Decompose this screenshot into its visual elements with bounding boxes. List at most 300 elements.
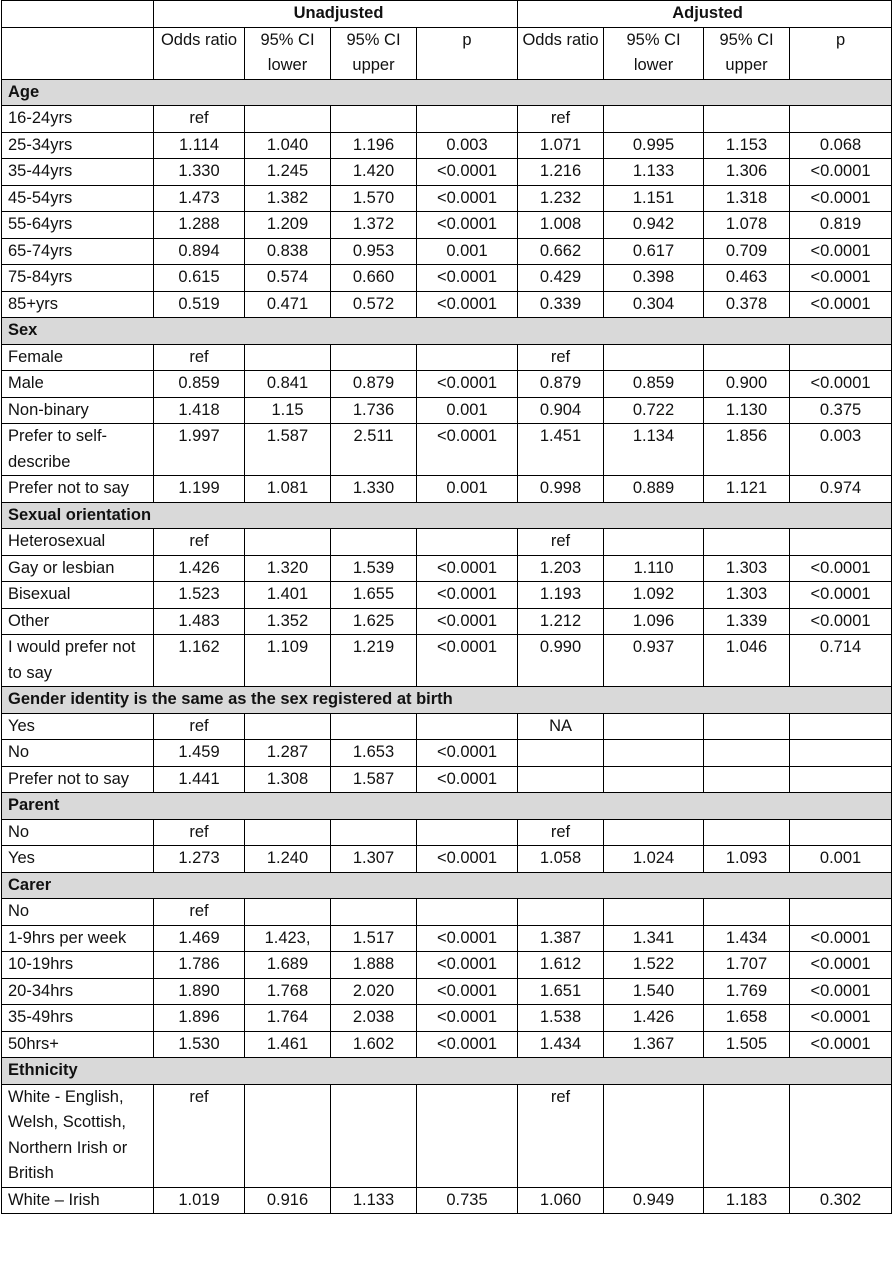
row-label: White – Irish — [2, 1187, 154, 1214]
value-cell — [604, 766, 704, 793]
value-cell: 1.245 — [245, 159, 331, 186]
section-header-row — [2, 793, 892, 820]
value-cell — [790, 529, 892, 556]
value-cell — [245, 899, 331, 926]
value-cell: <0.0001 — [417, 265, 518, 292]
value-cell: 1.587 — [331, 766, 417, 793]
value-cell — [790, 819, 892, 846]
value-cell: 0.574 — [245, 265, 331, 292]
value-cell — [704, 899, 790, 926]
value-cell — [604, 899, 704, 926]
table-row — [2, 185, 892, 212]
table-row — [2, 212, 892, 239]
value-cell — [331, 899, 417, 926]
value-cell: 1.273 — [154, 846, 245, 873]
value-cell: <0.0001 — [790, 555, 892, 582]
row-label: No — [2, 819, 154, 846]
value-cell: 1.540 — [604, 978, 704, 1005]
value-cell: <0.0001 — [417, 608, 518, 635]
value-cell: 1.339 — [704, 608, 790, 635]
value-cell: 1.240 — [245, 846, 331, 873]
column-header: 95% CI lower — [245, 27, 331, 79]
value-cell — [604, 819, 704, 846]
corner-cell — [2, 1, 154, 28]
value-cell: <0.0001 — [417, 424, 518, 476]
value-cell — [704, 740, 790, 767]
value-cell: <0.0001 — [790, 238, 892, 265]
value-cell — [245, 713, 331, 740]
section-title: Parent — [2, 793, 892, 820]
value-cell: 1.232 — [518, 185, 604, 212]
column-header: Odds ratio — [154, 27, 245, 79]
value-cell: 0.463 — [704, 265, 790, 292]
value-cell: 1.418 — [154, 397, 245, 424]
row-label: 35-44yrs — [2, 159, 154, 186]
section-title: Sex — [2, 318, 892, 345]
value-cell: 1.110 — [604, 555, 704, 582]
value-cell: 1.441 — [154, 766, 245, 793]
value-cell: 1.769 — [704, 978, 790, 1005]
value-cell: 1.093 — [704, 846, 790, 873]
value-cell: <0.0001 — [417, 291, 518, 318]
table-row — [2, 635, 892, 687]
table-row — [2, 952, 892, 979]
value-cell: 1.764 — [245, 1005, 331, 1032]
table-row — [2, 846, 892, 873]
table-row — [2, 265, 892, 292]
table-row — [2, 132, 892, 159]
table-row — [2, 1187, 892, 1214]
value-cell: 1.288 — [154, 212, 245, 239]
value-cell: <0.0001 — [790, 978, 892, 1005]
value-cell: 0.953 — [331, 238, 417, 265]
table-row — [2, 291, 892, 318]
value-cell: 0.378 — [704, 291, 790, 318]
value-cell: 0.735 — [417, 1187, 518, 1214]
value-cell: 1.530 — [154, 1031, 245, 1058]
value-cell: 0.339 — [518, 291, 604, 318]
section-title: Age — [2, 79, 892, 106]
value-cell — [331, 819, 417, 846]
value-cell: 0.838 — [245, 238, 331, 265]
value-cell: 1.653 — [331, 740, 417, 767]
value-cell: <0.0001 — [790, 371, 892, 398]
value-cell: 0.398 — [604, 265, 704, 292]
value-cell: 1.308 — [245, 766, 331, 793]
table-row — [2, 608, 892, 635]
value-cell: <0.0001 — [417, 371, 518, 398]
value-cell: 0.615 — [154, 265, 245, 292]
value-cell: <0.0001 — [417, 555, 518, 582]
row-label: Male — [2, 371, 154, 398]
value-cell — [704, 819, 790, 846]
value-cell: ref — [518, 106, 604, 133]
column-header: Odds ratio — [518, 27, 604, 79]
value-cell — [245, 106, 331, 133]
table-row — [2, 1005, 892, 1032]
value-cell — [331, 1084, 417, 1187]
value-cell: 1.523 — [154, 582, 245, 609]
table-row — [2, 529, 892, 556]
value-cell: 1.199 — [154, 476, 245, 503]
value-cell: <0.0001 — [417, 635, 518, 687]
section-title: Sexual orientation — [2, 502, 892, 529]
table-row — [2, 238, 892, 265]
value-cell — [704, 766, 790, 793]
value-cell: ref — [154, 344, 245, 371]
value-cell: 1.046 — [704, 635, 790, 687]
table-row — [2, 106, 892, 133]
column-header: p — [417, 27, 518, 79]
value-cell: 1.625 — [331, 608, 417, 635]
value-cell: 1.151 — [604, 185, 704, 212]
value-cell: <0.0001 — [417, 952, 518, 979]
value-cell: 1.330 — [154, 159, 245, 186]
row-label: 85+yrs — [2, 291, 154, 318]
value-cell: 1.786 — [154, 952, 245, 979]
column-header: 95% CI lower — [604, 27, 704, 79]
section-header-row — [2, 79, 892, 106]
value-cell: 1.517 — [331, 925, 417, 952]
row-label: No — [2, 740, 154, 767]
value-cell — [245, 529, 331, 556]
value-cell — [331, 713, 417, 740]
value-cell: 0.660 — [331, 265, 417, 292]
value-cell: <0.0001 — [790, 265, 892, 292]
row-label: 45-54yrs — [2, 185, 154, 212]
value-cell: 1.133 — [604, 159, 704, 186]
value-cell: 0.819 — [790, 212, 892, 239]
value-cell: 2.020 — [331, 978, 417, 1005]
value-cell: <0.0001 — [790, 925, 892, 952]
value-cell: 1.888 — [331, 952, 417, 979]
row-label: Non-binary — [2, 397, 154, 424]
value-cell: ref — [518, 529, 604, 556]
value-cell — [245, 344, 331, 371]
column-header: p — [790, 27, 892, 79]
value-cell: <0.0001 — [790, 952, 892, 979]
value-cell — [417, 819, 518, 846]
value-cell: <0.0001 — [417, 978, 518, 1005]
value-cell: <0.0001 — [790, 582, 892, 609]
value-cell: 1.318 — [704, 185, 790, 212]
value-cell: 1.522 — [604, 952, 704, 979]
value-cell: ref — [154, 899, 245, 926]
value-cell: 0.001 — [790, 846, 892, 873]
table-row — [2, 978, 892, 1005]
value-cell — [704, 1084, 790, 1187]
odds-ratio-table — [1, 0, 892, 1214]
value-cell — [704, 344, 790, 371]
value-cell: <0.0001 — [417, 185, 518, 212]
value-cell: 1.134 — [604, 424, 704, 476]
value-cell: 1.459 — [154, 740, 245, 767]
value-cell: 1.587 — [245, 424, 331, 476]
value-cell — [331, 529, 417, 556]
value-cell — [604, 1084, 704, 1187]
value-cell: 0.904 — [518, 397, 604, 424]
value-cell — [331, 106, 417, 133]
value-cell: 1.426 — [154, 555, 245, 582]
row-label: I would prefer not to say — [2, 635, 154, 687]
value-cell: 1.655 — [331, 582, 417, 609]
value-cell: 1.096 — [604, 608, 704, 635]
value-cell: <0.0001 — [790, 185, 892, 212]
value-cell: 0.841 — [245, 371, 331, 398]
value-cell: 2.511 — [331, 424, 417, 476]
value-cell: 1.024 — [604, 846, 704, 873]
column-header: 95% CI upper — [331, 27, 417, 79]
table-row — [2, 476, 892, 503]
value-cell: 1.133 — [331, 1187, 417, 1214]
table-row — [2, 555, 892, 582]
row-label: Female — [2, 344, 154, 371]
value-cell — [331, 344, 417, 371]
value-cell: 1.434 — [704, 925, 790, 952]
table-row — [2, 424, 892, 476]
value-cell: 1.483 — [154, 608, 245, 635]
value-cell — [518, 740, 604, 767]
value-cell: 0.304 — [604, 291, 704, 318]
row-label: No — [2, 899, 154, 926]
value-cell: 1.367 — [604, 1031, 704, 1058]
section-title: Carer — [2, 872, 892, 899]
row-label: Prefer to self-describe — [2, 424, 154, 476]
value-cell: 1.153 — [704, 132, 790, 159]
table-row — [2, 925, 892, 952]
row-label: 1-9hrs per week — [2, 925, 154, 952]
value-cell: 1.473 — [154, 185, 245, 212]
value-cell — [704, 529, 790, 556]
value-cell: 1.078 — [704, 212, 790, 239]
section-title: Ethnicity — [2, 1058, 892, 1085]
row-label: 65-74yrs — [2, 238, 154, 265]
value-cell — [790, 106, 892, 133]
value-cell: 1.058 — [518, 846, 604, 873]
value-cell: 1.114 — [154, 132, 245, 159]
table-row — [2, 766, 892, 793]
value-cell: 0.617 — [604, 238, 704, 265]
value-cell: 0.429 — [518, 265, 604, 292]
corner-cell — [2, 27, 154, 79]
value-cell: 1.707 — [704, 952, 790, 979]
value-cell: <0.0001 — [790, 1031, 892, 1058]
value-cell: ref — [154, 713, 245, 740]
group-header-row — [2, 1, 892, 28]
value-cell: 0.937 — [604, 635, 704, 687]
row-label: Yes — [2, 713, 154, 740]
value-cell: 0.375 — [790, 397, 892, 424]
value-cell: 1.320 — [245, 555, 331, 582]
value-cell: 0.995 — [604, 132, 704, 159]
value-cell: 0.974 — [790, 476, 892, 503]
value-cell: 0.001 — [417, 476, 518, 503]
value-cell: 1.570 — [331, 185, 417, 212]
value-cell: 1.203 — [518, 555, 604, 582]
value-cell — [790, 713, 892, 740]
value-cell: 1.382 — [245, 185, 331, 212]
value-cell: 1.196 — [331, 132, 417, 159]
value-cell: 0.662 — [518, 238, 604, 265]
value-cell: 1.071 — [518, 132, 604, 159]
value-cell: ref — [154, 106, 245, 133]
value-cell: ref — [518, 819, 604, 846]
value-cell: <0.0001 — [417, 212, 518, 239]
value-cell: 1.387 — [518, 925, 604, 952]
value-cell: 1.736 — [331, 397, 417, 424]
value-cell: 1.469 — [154, 925, 245, 952]
value-cell — [790, 344, 892, 371]
value-cell: 1.081 — [245, 476, 331, 503]
value-cell — [604, 713, 704, 740]
value-cell: 0.998 — [518, 476, 604, 503]
value-cell: 0.879 — [518, 371, 604, 398]
value-cell — [245, 819, 331, 846]
value-cell: 0.722 — [604, 397, 704, 424]
value-cell: 1.040 — [245, 132, 331, 159]
value-cell: 0.949 — [604, 1187, 704, 1214]
value-cell: 0.001 — [417, 238, 518, 265]
value-cell: 0.302 — [790, 1187, 892, 1214]
value-cell: 0.519 — [154, 291, 245, 318]
value-cell: <0.0001 — [790, 608, 892, 635]
table-row — [2, 344, 892, 371]
table-row — [2, 159, 892, 186]
row-label: Heterosexual — [2, 529, 154, 556]
row-label: 55-64yrs — [2, 212, 154, 239]
value-cell: 1.019 — [154, 1187, 245, 1214]
value-cell: 1.303 — [704, 582, 790, 609]
value-cell: <0.0001 — [417, 925, 518, 952]
section-header-row — [2, 1058, 892, 1085]
value-cell: 1.15 — [245, 397, 331, 424]
value-cell — [518, 899, 604, 926]
section-header-row — [2, 872, 892, 899]
value-cell: 2.038 — [331, 1005, 417, 1032]
value-cell: 1.121 — [704, 476, 790, 503]
value-cell — [417, 529, 518, 556]
value-cell: ref — [518, 344, 604, 371]
row-label: 50hrs+ — [2, 1031, 154, 1058]
value-cell: 0.709 — [704, 238, 790, 265]
value-cell — [417, 1084, 518, 1187]
value-cell: 1.434 — [518, 1031, 604, 1058]
value-cell: ref — [154, 819, 245, 846]
value-cell: 1.352 — [245, 608, 331, 635]
table-body — [2, 1, 892, 1214]
value-cell: 1.193 — [518, 582, 604, 609]
value-cell: <0.0001 — [790, 291, 892, 318]
value-cell — [604, 740, 704, 767]
value-cell: 1.651 — [518, 978, 604, 1005]
value-cell: 1.183 — [704, 1187, 790, 1214]
value-cell: 0.916 — [245, 1187, 331, 1214]
group-header-adjusted: Adjusted — [518, 1, 892, 28]
value-cell — [604, 529, 704, 556]
row-label: 16-24yrs — [2, 106, 154, 133]
value-cell: 1.209 — [245, 212, 331, 239]
value-cell: 0.894 — [154, 238, 245, 265]
value-cell: 0.942 — [604, 212, 704, 239]
value-cell: <0.0001 — [417, 1005, 518, 1032]
value-cell: <0.0001 — [790, 1005, 892, 1032]
row-label: Bisexual — [2, 582, 154, 609]
value-cell — [604, 344, 704, 371]
value-cell: 1.130 — [704, 397, 790, 424]
value-cell: 1.538 — [518, 1005, 604, 1032]
value-cell: ref — [154, 529, 245, 556]
value-cell: 1.008 — [518, 212, 604, 239]
group-header-unadjusted: Unadjusted — [154, 1, 518, 28]
value-cell: <0.0001 — [417, 766, 518, 793]
value-cell: <0.0001 — [790, 159, 892, 186]
value-cell: ref — [154, 1084, 245, 1187]
value-cell: 0.990 — [518, 635, 604, 687]
value-cell: 0.714 — [790, 635, 892, 687]
value-cell — [604, 106, 704, 133]
value-cell: 1.612 — [518, 952, 604, 979]
value-cell: 1.401 — [245, 582, 331, 609]
value-cell — [417, 713, 518, 740]
value-cell: 1.219 — [331, 635, 417, 687]
column-header-row — [2, 27, 892, 79]
value-cell: <0.0001 — [417, 582, 518, 609]
value-cell: 1.212 — [518, 608, 604, 635]
value-cell: 1.997 — [154, 424, 245, 476]
value-cell: 1.896 — [154, 1005, 245, 1032]
value-cell: 1.330 — [331, 476, 417, 503]
value-cell — [790, 740, 892, 767]
value-cell: 1.216 — [518, 159, 604, 186]
value-cell — [518, 766, 604, 793]
column-header: 95% CI upper — [704, 27, 790, 79]
value-cell: 0.879 — [331, 371, 417, 398]
value-cell: 1.303 — [704, 555, 790, 582]
table-row — [2, 740, 892, 767]
table-row — [2, 819, 892, 846]
row-label: White - English, Welsh, Scottish, Northern Irish or British — [2, 1084, 154, 1187]
value-cell — [790, 899, 892, 926]
section-header-row — [2, 502, 892, 529]
value-cell — [704, 713, 790, 740]
value-cell: 0.900 — [704, 371, 790, 398]
value-cell: 0.003 — [790, 424, 892, 476]
value-cell: 1.341 — [604, 925, 704, 952]
value-cell: <0.0001 — [417, 846, 518, 873]
value-cell: 1.451 — [518, 424, 604, 476]
row-label: 25-34yrs — [2, 132, 154, 159]
row-label: 35-49hrs — [2, 1005, 154, 1032]
value-cell — [704, 106, 790, 133]
value-cell: 0.572 — [331, 291, 417, 318]
value-cell: 1.306 — [704, 159, 790, 186]
value-cell: 1.768 — [245, 978, 331, 1005]
row-label: 10-19hrs — [2, 952, 154, 979]
table-row — [2, 371, 892, 398]
value-cell — [417, 344, 518, 371]
value-cell: 1.689 — [245, 952, 331, 979]
value-cell: 1.092 — [604, 582, 704, 609]
value-cell: <0.0001 — [417, 159, 518, 186]
value-cell: 1.287 — [245, 740, 331, 767]
value-cell: 1.602 — [331, 1031, 417, 1058]
value-cell: 0.003 — [417, 132, 518, 159]
row-label: Yes — [2, 846, 154, 873]
value-cell: 0.471 — [245, 291, 331, 318]
value-cell: 0.859 — [604, 371, 704, 398]
value-cell — [790, 1084, 892, 1187]
table-row — [2, 1084, 892, 1187]
